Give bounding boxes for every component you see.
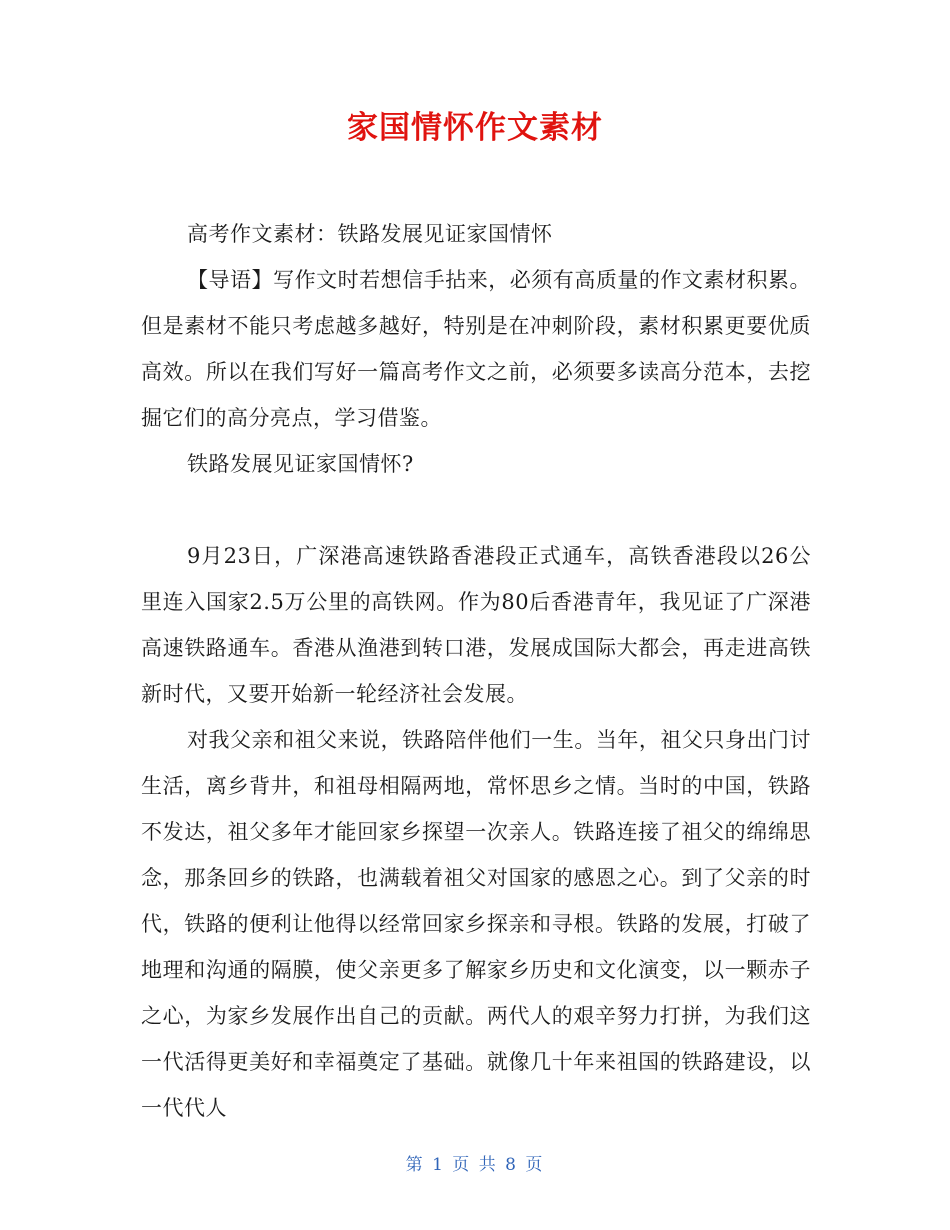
blank-line [141,487,811,533]
paragraph-family: 对我父亲和祖父来说，铁路陪伴他们一生。当年，祖父只身出门讨生活，离乡背井，和祖母相隔两地，常怀思乡之情。当时的中国，铁路不发达，祖父多年才能回家乡探望一次亲人。铁路连接了祖父的绵绵思念，那条回乡的铁路，也满载着祖父对国家的感恩之心。到了父亲的时代，铁路的便利让他得以经常回家乡探亲和寻根。铁路的发展，打破了地理和沟通的隔膜，使父亲更多了解家乡历史和文化演变，以一颗赤子之心，为家乡发展作出自己的贡献。两代人的艰辛努力打拼，为我们这一代活得更美好和幸福奠定了基础。就像几十年来祖国的铁路建设，以一代代人 [141,728,811,1120]
paragraph-news: 9月23日，广深港高速铁路香港段正式通车，高铁香港段以26公里连入国家2.5万公里的高铁网。作为80后香港青年，我见证了广深港高速铁路通车。香港从渔港到转口港，发展成国际大都会，再走进高铁新时代，又要开始新一轮经济社会发展。 [141,544,811,706]
paragraph-subtitle: 高考作文素材：铁路发展见证家国情怀 [187,222,553,246]
paragraph-intro: 【导语】写作文时若想信手拈来，必须有高质量的作文素材积累。但是素材不能只考虑越多越好，特别是在冲刺阶段，素材积累更要优质高效。所以在我们写好一篇高考作文之前，必须要多读高分范本，去挖掘它们的高分亮点，学习借鉴。 [141,268,811,430]
page-footer: 第 1 页 共 8 页 [405,1155,545,1175]
paragraph-heading: 铁路发展见证家国情怀? [187,452,414,476]
document-title: 家国情怀作文素材 [347,110,603,146]
document-body [141,211,811,1131]
